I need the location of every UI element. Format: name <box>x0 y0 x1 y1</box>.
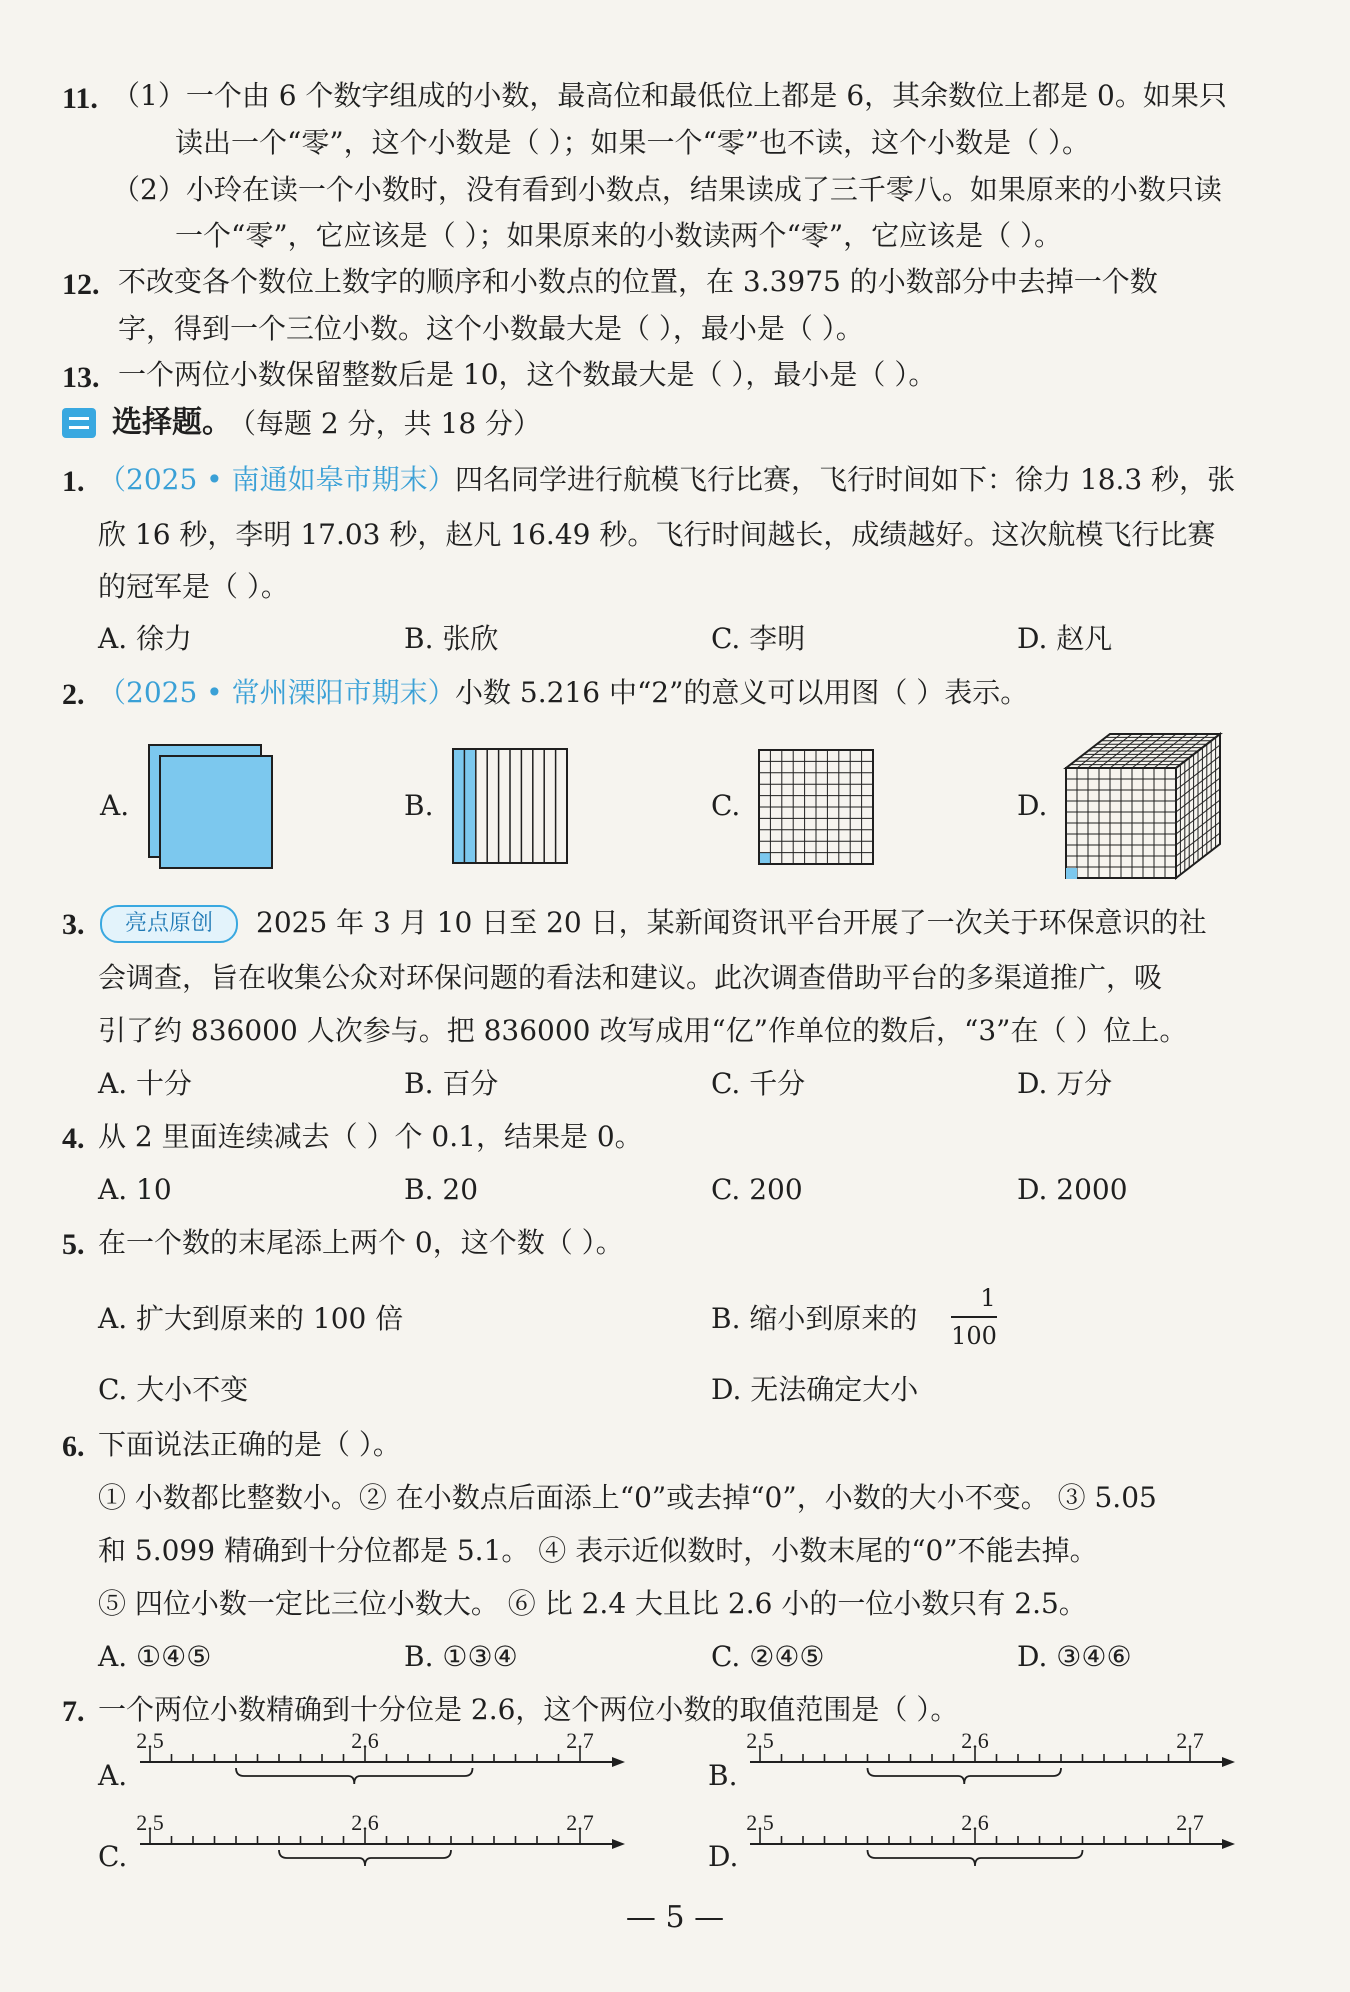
c4-option-a: A. 10 <box>98 1173 172 1206</box>
c1-number: 1. <box>62 465 85 498</box>
c7-option-a-label: A. <box>98 1759 128 1792</box>
c1-source: （2025 • 南通如皋市期末） <box>98 463 456 496</box>
c6-statements-line1: ① 小数都比整数小。② 在小数点后面添上“0”或去掉“0”，小数的大小不变。 ③ 5.05 <box>98 1481 1157 1514</box>
tick-label: 2.5 <box>746 1810 774 1835</box>
tick-label: 2.7 <box>1176 1810 1204 1835</box>
c3-number: 3. <box>62 908 85 941</box>
c7-line1: 一个两位小数精确到十分位是 2.6，这个两位小数的取值范围是（ ）。 <box>98 1693 959 1726</box>
c3-line3: 引了约 836000 人次参与。把 836000 改写成用“亿”作单位的数后，“3”在（ ）位上。 <box>98 1014 1188 1047</box>
q11-number: 11. <box>62 82 98 115</box>
c1-line3: 的冠军是（ ）。 <box>98 570 289 603</box>
c7-option-d-label: D. <box>708 1840 739 1873</box>
tick-label: 2.6 <box>961 1728 989 1753</box>
c5-option-c: C. 大小不变 <box>98 1373 249 1406</box>
c4-number: 4. <box>62 1122 85 1155</box>
range-brace <box>868 1768 1062 1784</box>
figure-a-two-units <box>148 744 276 872</box>
figure-c-hundredths <box>758 749 876 867</box>
c7-option-c-label: C. <box>98 1840 128 1873</box>
c4-option-c: C. 200 <box>711 1173 803 1206</box>
tick-label: 2.6 <box>961 1810 989 1835</box>
q13-number: 13. <box>62 361 100 394</box>
c5-option-b: B. 缩小到原来的 <box>711 1302 918 1335</box>
c6-statements-line2: 和 5.099 精确到十分位都是 5.1。 ④ 表示近似数时，小数末尾的“0”不能去掉。 <box>98 1534 1098 1567</box>
q12-number: 12. <box>62 268 100 301</box>
c2-option-b-label: B. <box>404 789 434 822</box>
axis-arrow <box>612 1757 625 1767</box>
c6-line1: 下面说法正确的是（ ）。 <box>98 1428 401 1461</box>
c1-option-b: B. 张欣 <box>404 622 499 655</box>
c5-option-d: D. 无法确定大小 <box>711 1373 919 1406</box>
c2-option-d-label: D. <box>1017 789 1048 822</box>
tick-label: 2.7 <box>566 1810 594 1835</box>
tick-label: 2.7 <box>566 1728 594 1753</box>
c5-option-a: A. 扩大到原来的 100 倍 <box>98 1302 404 1335</box>
c5-fraction-denominator: 100 <box>951 1322 997 1350</box>
c6-statements-line3: ⑤ 四位小数一定比三位小数大。 ⑥ 比 2.4 大且比 2.6 小的一位小数只有 2.5。 <box>98 1587 1087 1620</box>
c1-line2: 欣 16 秒，李明 17.03 秒，赵凡 16.49 秒。飞行时间越长，成绩越好。这次航模飞行比赛 <box>98 518 1216 551</box>
c1-line1: 四名同学进行航模飞行比赛，飞行时间如下：徐力 18.3 秒，张 <box>455 463 1236 496</box>
c5-fraction-numerator: 1 <box>980 1284 996 1312</box>
q12-line1: 不改变各个数位上数字的顺序和小数点的位置，在 3.3975 的小数部分中去掉一个数 <box>118 265 1158 298</box>
tick-label: 2.6 <box>351 1810 379 1835</box>
tick-label: 2.5 <box>136 1728 164 1753</box>
c6-option-c: C. ②④⑤ <box>711 1640 825 1673</box>
q13-line1: 一个两位小数保留整数后是 10，这个数最大是（ ），最小是（ ）。 <box>118 358 937 391</box>
tick-label: 2.7 <box>1176 1728 1204 1753</box>
q11-part2-line2: 一个“零”，它应该是（ ）；如果原来的小数读两个“零”，它应该是（ ）。 <box>175 219 1063 252</box>
c5-fraction-bar <box>951 1316 997 1318</box>
section-two-icon <box>62 408 96 438</box>
axis-arrow <box>1222 1839 1235 1849</box>
highlight-original-badge: 亮点原创 <box>100 905 238 943</box>
q11-part1-line2: 读出一个“零”，这个小数是（ ）；如果一个“零”也不读，这个小数是（ ）。 <box>175 126 1091 159</box>
c2-option-c-label: C. <box>711 789 741 822</box>
page-number: — 5 — <box>625 1900 725 1935</box>
c1-option-c: C. 李明 <box>711 622 806 655</box>
number-line-c <box>136 1810 630 1892</box>
number-line-a <box>136 1728 630 1810</box>
axis-arrow <box>612 1839 625 1849</box>
c2-number: 2. <box>62 678 85 711</box>
tick-label: 2.5 <box>136 1810 164 1835</box>
tick-label: 2.5 <box>746 1728 774 1753</box>
c6-option-a: A. ①④⑤ <box>98 1640 212 1673</box>
c5-number: 5. <box>62 1228 85 1261</box>
section-note: （每题 2 分，共 18 分） <box>228 407 542 440</box>
figure-b-tenths <box>452 748 570 866</box>
c2-line1: 小数 5.216 中“2”的意义可以用图（ ）表示。 <box>455 676 1029 709</box>
c3-line1: 2025 年 3 月 10 日至 20 日，某新闻资讯平台开展了一次关于环保意识的社 <box>256 906 1207 939</box>
axis-arrow <box>1222 1757 1235 1767</box>
c3-option-d: D. 万分 <box>1017 1067 1113 1100</box>
q11-part2-line1: （2）小玲在读一个小数时，没有看到小数点，结果读成了三千零八。如果原来的小数只读 <box>112 173 1222 206</box>
c3-line2: 会调查，旨在收集公众对环保问题的看法和建议。此次调查借助平台的多渠道推广，吸 <box>98 961 1163 994</box>
q12-line2: 字，得到一个三位小数。这个小数最大是（ ），最小是（ ）。 <box>118 312 864 345</box>
c3-option-b: B. 百分 <box>404 1067 499 1100</box>
range-brace <box>236 1768 473 1784</box>
number-line-d <box>746 1810 1240 1892</box>
c1-option-a: A. 徐力 <box>98 622 193 655</box>
c7-number: 7. <box>62 1695 85 1728</box>
section-title: 选择题。 <box>112 405 232 440</box>
c2-source: （2025 • 常州溧阳市期末） <box>98 676 456 709</box>
c3-option-c: C. 千分 <box>711 1067 806 1100</box>
range-brace <box>279 1850 451 1866</box>
c7-option-b-label: B. <box>708 1759 738 1792</box>
c6-option-d: D. ③④⑥ <box>1017 1640 1132 1673</box>
c6-option-b: B. ①③④ <box>404 1640 518 1673</box>
range-brace <box>868 1850 1083 1866</box>
c4-line1: 从 2 里面连续减去（ ）个 0.1，结果是 0。 <box>98 1120 643 1153</box>
c1-option-d: D. 赵凡 <box>1017 622 1113 655</box>
c2-option-a-label: A. <box>100 789 130 822</box>
c5-line1: 在一个数的末尾添上两个 0，这个数（ ）。 <box>98 1226 624 1259</box>
number-line-b <box>746 1728 1240 1810</box>
c6-number: 6. <box>62 1430 85 1463</box>
tick-label: 2.6 <box>351 1728 379 1753</box>
c4-option-b: B. 20 <box>404 1173 479 1206</box>
q11-part1-line1: （1）一个由 6 个数字组成的小数，最高位和最低位上都是 6，其余数位上都是 0。如果只 <box>112 79 1227 112</box>
c3-option-a: A. 十分 <box>98 1067 193 1100</box>
c4-option-d: D. 2000 <box>1017 1173 1128 1206</box>
figure-d-thousandths <box>1062 730 1224 886</box>
